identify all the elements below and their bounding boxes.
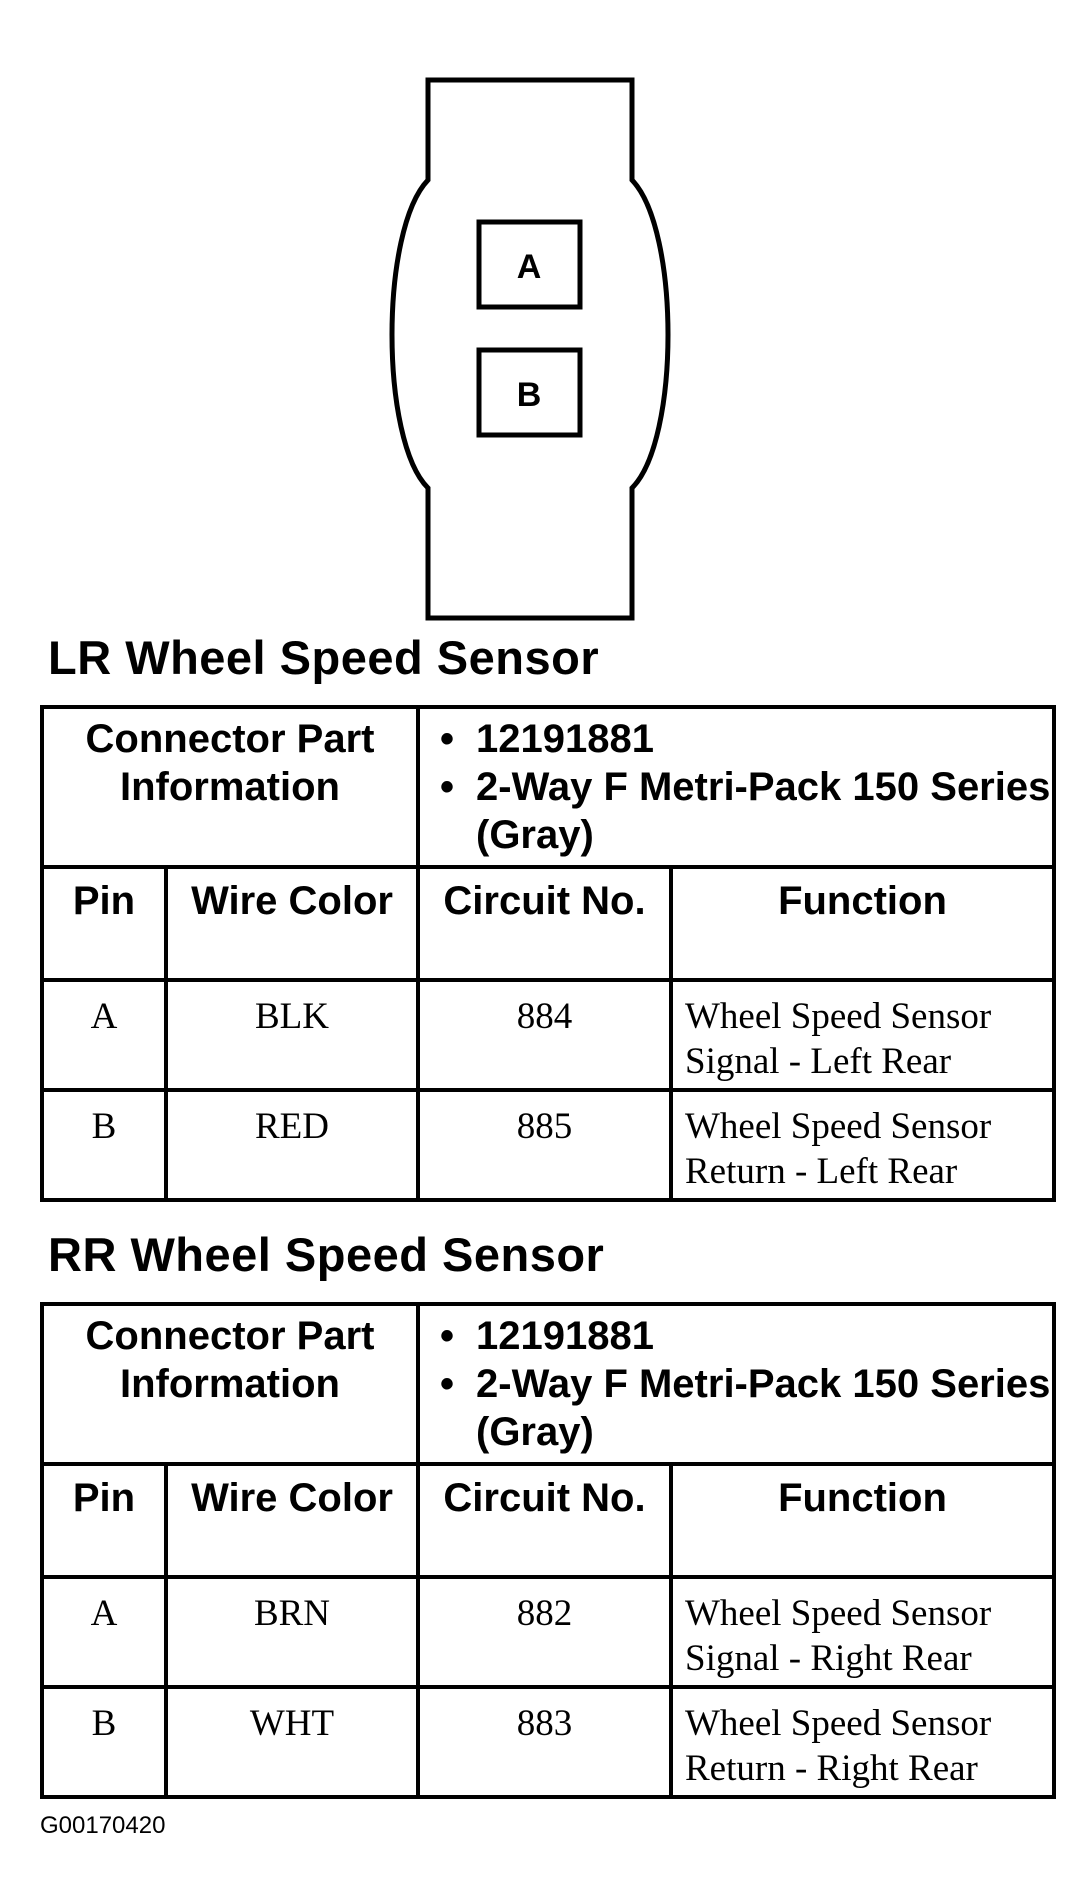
header-pin: Pin bbox=[42, 867, 166, 980]
pin-a-label: A bbox=[516, 248, 542, 286]
connector-diagram bbox=[0, 0, 1084, 640]
header-function: Function bbox=[671, 1464, 1054, 1577]
pin-cell: A bbox=[42, 980, 166, 1090]
function-line: Return - Right Rear bbox=[685, 1748, 978, 1789]
connector-info-label: Connector Part Information bbox=[42, 707, 418, 867]
table-header-row bbox=[42, 867, 1054, 980]
connector-info-label: Connector Part Information bbox=[42, 1304, 418, 1464]
wire-color-cell: BRN bbox=[166, 1577, 418, 1687]
header-wire-color: Wire Color bbox=[166, 867, 418, 980]
circuit-cell: 885 bbox=[418, 1090, 671, 1200]
table-row bbox=[42, 1304, 1054, 1464]
header-circuit: Circuit No. bbox=[418, 867, 671, 980]
table-row bbox=[42, 707, 1054, 867]
pin-b-label: B bbox=[516, 376, 542, 414]
figure-id: G00170420 bbox=[40, 1812, 166, 1839]
function-cell bbox=[671, 1577, 1054, 1687]
table-row bbox=[42, 1090, 1054, 1200]
pin-cell: A bbox=[42, 1577, 166, 1687]
header-circuit: Circuit No. bbox=[418, 1464, 671, 1577]
lr-section-title: LR Wheel Speed Sensor bbox=[48, 631, 600, 684]
function-line: Wheel Speed Sensor bbox=[685, 1703, 992, 1744]
connector-type: • 2-Way F Metri-Pack 150 Series (Gray) bbox=[476, 1360, 1052, 1456]
wire-color-cell: BLK bbox=[166, 980, 418, 1090]
rr-connector-table bbox=[40, 1302, 1056, 1799]
pin-cell: B bbox=[42, 1687, 166, 1797]
function-cell bbox=[671, 1090, 1054, 1200]
function-cell bbox=[671, 980, 1054, 1090]
part-number: • 12191881 bbox=[476, 1312, 1052, 1360]
function-line: Signal - Right Rear bbox=[685, 1638, 972, 1679]
function-line: Wheel Speed Sensor bbox=[685, 1106, 992, 1147]
header-wire-color: Wire Color bbox=[166, 1464, 418, 1577]
wire-color-cell: WHT bbox=[166, 1687, 418, 1797]
wire-color-cell: RED bbox=[166, 1090, 418, 1200]
part-number: • 12191881 bbox=[476, 715, 1052, 763]
table-row bbox=[42, 1687, 1054, 1797]
connector-info-list bbox=[420, 709, 1052, 859]
lr-connector-table bbox=[40, 705, 1056, 1202]
function-line: Return - Left Rear bbox=[685, 1151, 958, 1192]
connector-info-cell bbox=[418, 1304, 1054, 1464]
header-function: Function bbox=[671, 867, 1054, 980]
circuit-cell: 882 bbox=[418, 1577, 671, 1687]
circuit-cell: 884 bbox=[418, 980, 671, 1090]
table-row bbox=[42, 1577, 1054, 1687]
function-line: Wheel Speed Sensor bbox=[685, 996, 992, 1037]
table-header-row bbox=[42, 1464, 1054, 1577]
function-line: Signal - Left Rear bbox=[685, 1041, 952, 1082]
rr-section-title: RR Wheel Speed Sensor bbox=[48, 1228, 605, 1281]
table-row bbox=[42, 980, 1054, 1090]
function-line: Wheel Speed Sensor bbox=[685, 1593, 992, 1634]
connector-info-cell bbox=[418, 707, 1054, 867]
pin-cell: B bbox=[42, 1090, 166, 1200]
header-pin: Pin bbox=[42, 1464, 166, 1577]
function-cell bbox=[671, 1687, 1054, 1797]
connector-type: • 2-Way F Metri-Pack 150 Series (Gray) bbox=[476, 763, 1052, 859]
connector-info-list bbox=[420, 1306, 1052, 1456]
circuit-cell: 883 bbox=[418, 1687, 671, 1797]
